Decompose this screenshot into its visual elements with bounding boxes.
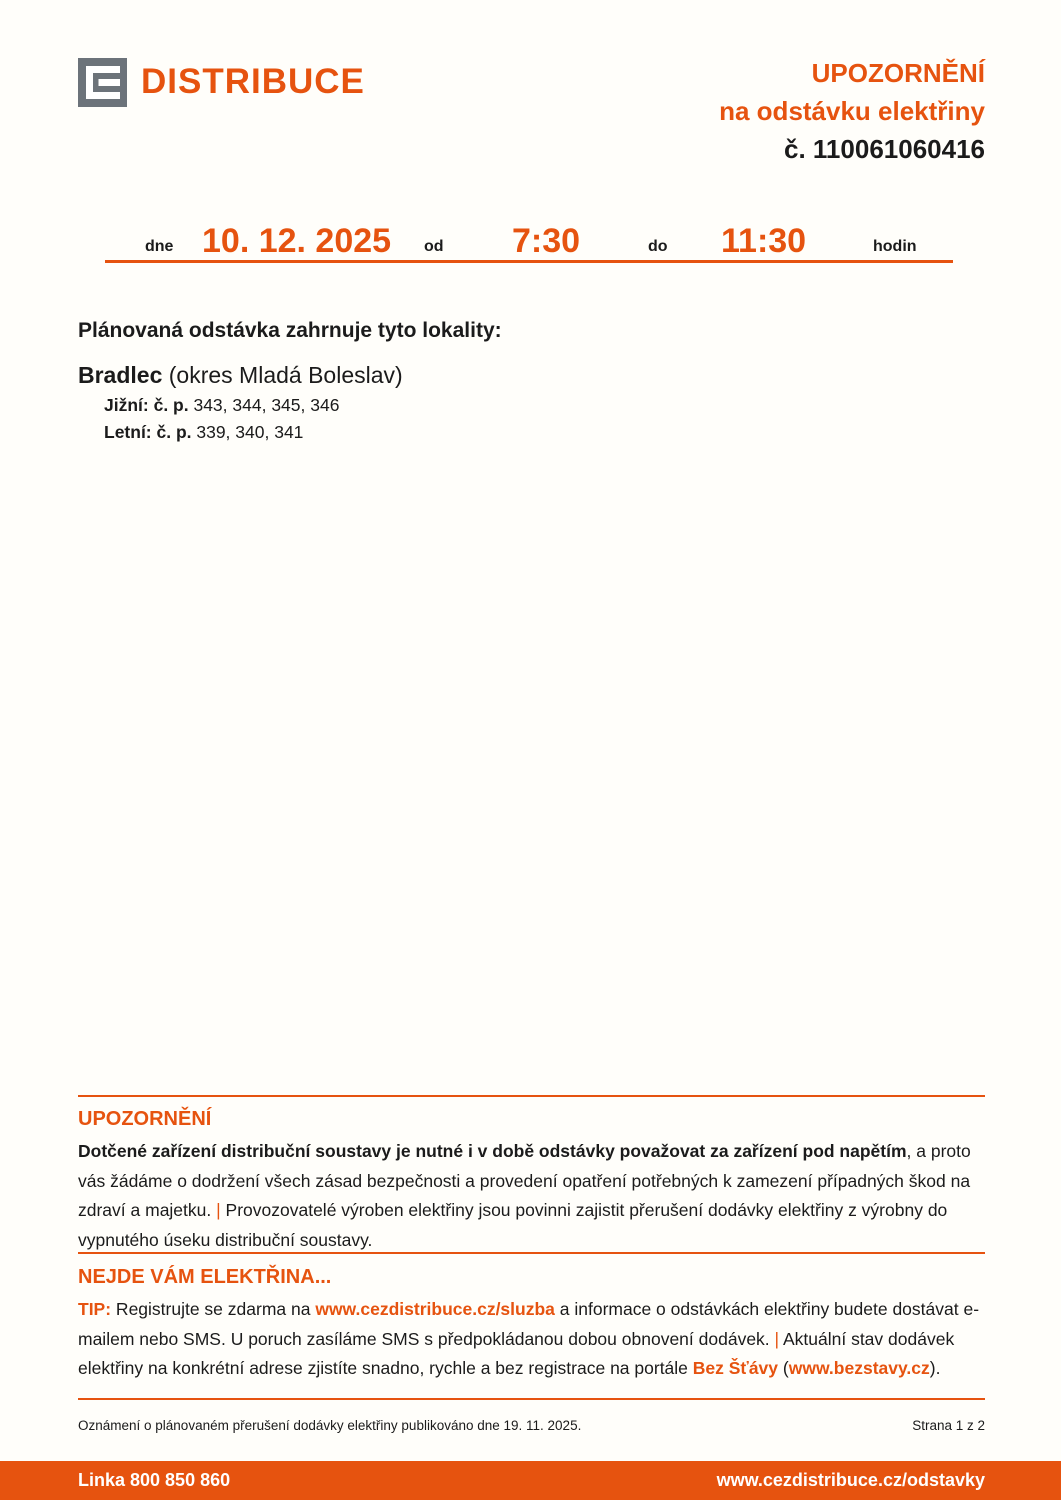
help-text: Registrujte se zdarma na [111, 1299, 316, 1319]
section-divider [78, 1095, 985, 1097]
cez-logo-icon [78, 58, 127, 107]
warning-paragraph [78, 1137, 987, 1255]
municipality-district: (okres Mladá Boleslav) [162, 362, 403, 388]
section-divider [78, 1398, 985, 1400]
footnote-row [78, 1418, 985, 1433]
schedule-time-from: 7:30 [512, 222, 581, 260]
notice-title-block [719, 54, 985, 168]
notice-title: UPOZORNĚNÍ [811, 58, 985, 88]
help-text: ). [929, 1358, 941, 1378]
street-label: Jižní: č. p. [104, 395, 189, 415]
warning-text: Provozovatelé výroben elektřiny jsou povinni zajistit přerušení dodávky elektřiny z výrobny do vypnutého úseku distribuční soustavy. [78, 1200, 948, 1250]
outages-url-link[interactable]: www.cezdistribuce.cz/odstavky [716, 1470, 985, 1490]
brand-wordmark: DISTRIBUCE [141, 62, 365, 101]
schedule-label-hours: hodin [873, 238, 917, 255]
schedule-label-from: od [424, 238, 444, 255]
street-label: Letní: č. p. [104, 422, 192, 442]
schedule-time-to: 11:30 [721, 222, 807, 260]
publication-note: Oznámení o plánovaném přerušení dodávky elektřiny publikováno dne 19. 11. 2025. [78, 1418, 582, 1433]
street-numbers: 343, 344, 345, 346 [188, 395, 340, 415]
help-text: ( [778, 1358, 789, 1378]
service-registration-link[interactable]: www.cezdistribuce.cz/sluzba [315, 1299, 555, 1319]
section-divider [78, 1252, 985, 1254]
street-numbers: 339, 340, 341 [191, 422, 304, 442]
municipality-name: Bradlec [78, 362, 163, 388]
pipe-separator: | [216, 1200, 221, 1220]
schedule-date: 10. 12. 2025 [202, 222, 392, 260]
bez-stavy-url-link[interactable]: www.bezstavy.cz [788, 1358, 930, 1378]
warning-text: , a proto vás žádáme o dodržení všech zásad bezpečnosti a provedení opatření potřebných k zamezení případných škod na zdraví a majetku. [78, 1141, 971, 1220]
street-row [104, 395, 339, 416]
help-paragraph [78, 1295, 987, 1384]
help-text: a informace o odstávkách elektřiny budete dostávat e-mailem nebo SMS. U poruch zasíláme SMS s předpokládanou dobou obnovení dodávek. [78, 1299, 980, 1349]
schedule-label-to: do [648, 238, 668, 255]
bez-stavy-portal-link[interactable]: Bez Šťávy [692, 1358, 779, 1378]
schedule-underline [105, 260, 953, 263]
warning-bold-text: Dotčené zařízení distribuční soustavy je nutné i v době odstávky považovat za zařízení pod napětím [78, 1141, 907, 1161]
notice-number: č. 110061060416 [784, 134, 985, 164]
localities-heading: Plánovaná odstávka zahrnuje tyto lokality: [78, 319, 502, 342]
municipality-line [78, 362, 403, 389]
footer-bar [0, 1461, 1061, 1500]
help-text: Aktuální stav dodávek elektřiny na konkrétní adrese zjistíte snadno, rychle a bez registrace na portále [78, 1328, 955, 1378]
hotline-phone: Linka 800 850 860 [78, 1470, 231, 1490]
notice-subtitle: na odstávku elektřiny [719, 96, 985, 126]
pipe-separator: | [774, 1328, 780, 1349]
warning-section-title: UPOZORNĚNÍ [78, 1108, 212, 1130]
help-section-title: NEJDE VÁM ELEKTŘINA... [78, 1266, 332, 1288]
page-number: Strana 1 z 2 [912, 1418, 985, 1433]
street-row [104, 422, 303, 443]
tip-label: TIP: [78, 1299, 112, 1319]
schedule-label-day: dne [145, 238, 174, 255]
